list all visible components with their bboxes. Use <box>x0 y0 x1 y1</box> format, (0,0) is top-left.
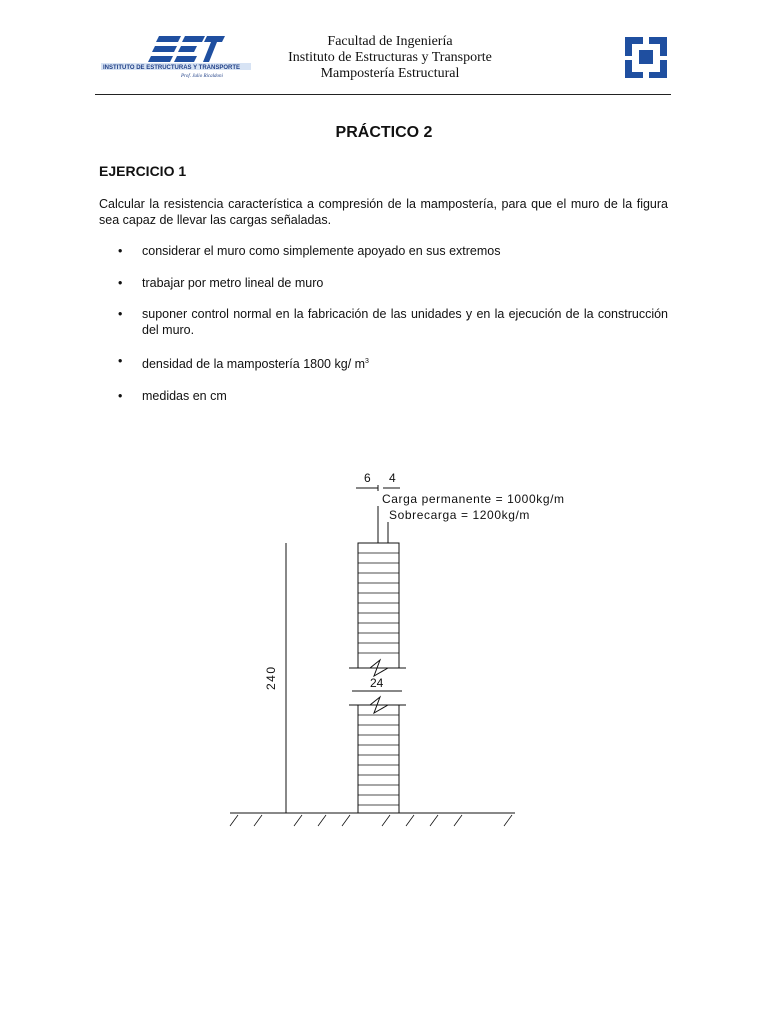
bullet-icon: • <box>118 388 123 403</box>
bullet-icon: • <box>118 275 123 290</box>
list-item: • trabajar por metro lineal de muro <box>118 275 324 290</box>
header-faculty: Facultad de Ingeniería <box>327 34 453 49</box>
load-permanent: Carga permanente = 1000kg/m <box>382 492 565 506</box>
list-item: • medidas en cm <box>118 388 227 403</box>
bullet-icon: • <box>118 244 123 258</box>
dimension-thickness: 24 <box>370 676 384 690</box>
logo-left-subtext: Prof. Julio Ricaldoni <box>181 74 223 79</box>
bullet-icon: • <box>118 307 123 321</box>
dimension-6: 6 <box>364 471 371 485</box>
ground-hatch <box>230 815 512 826</box>
exercise-title: EJERCICIO 1 <box>99 163 187 179</box>
list-item: • considerar el muro como simplemente apoyado en sus extremos <box>118 244 501 258</box>
list-item: • densidad de la mampostería 1800 kg/ $m^3$ <box>118 354 369 372</box>
exercise-intro: Calcular la resistencia característica a compresión de la mampostería, para que el muro de la figura sea capaz de llevar las cargas señaladas. <box>99 197 668 227</box>
dimension-height: 240 <box>264 665 278 690</box>
header-institute: Instituto de Estructuras y Transporte <box>288 50 492 65</box>
bullet-icon: • <box>118 354 123 368</box>
page-title: PRÁCTICO 2 <box>335 124 433 141</box>
list-item: • suponer control normal en la fabricación de las unidades y en la ejecución de la construcción del muro. <box>118 307 668 337</box>
dimension-4: 4 <box>389 471 396 485</box>
superscript-3: 3 <box>365 358 369 365</box>
header-course: Mampostería Estructural <box>320 66 460 81</box>
logo-left-text: INSTITUTO DE ESTRUCTURAS Y TRANSPORTE <box>103 65 241 71</box>
load-live: Sobrecarga = 1200kg/m <box>389 508 531 522</box>
